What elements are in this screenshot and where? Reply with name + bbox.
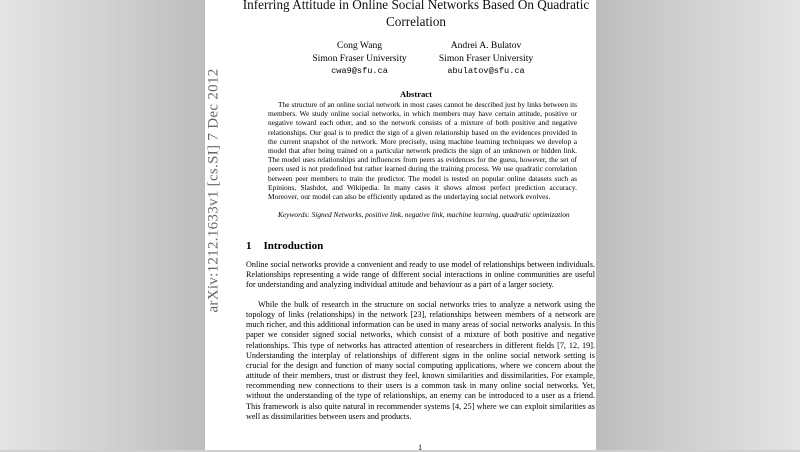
author-email: cwa9@sfu.ca (331, 66, 388, 76)
section-title: Introduction (263, 240, 324, 252)
author-affiliation: Simon Fraser University (438, 52, 534, 64)
paper-title: Inferring Attitude in Online Social Networks Based On Quadratic Correlation (242, 0, 590, 29)
author-email: abulatov@sfu.ca (447, 66, 525, 76)
author-2 (430, 40, 542, 78)
background-right (596, 0, 800, 450)
keywords: Keywords: Signed Networks, positive link, negative link, machine learning, quadratic optimization (278, 210, 570, 219)
author-affiliation: Simon Fraser University (312, 52, 407, 64)
author-name: Andrei A. Bulatov (450, 40, 522, 51)
background-left (0, 0, 205, 450)
page-number: 1 (417, 443, 423, 452)
arxiv-stamp (201, 67, 227, 313)
author-1 (292, 40, 427, 78)
intro-paragraph-1: Online social networks provide a convenient and ready to use model of relationships between individuals. Relationships representing a wide range of different social interactions in online communities are useful for understanding and analyzing individual attitude and behaviour as a part of a larger society. (246, 260, 595, 290)
arxiv-stamp-text: arXiv:1212.1633v1 [cs.SI] 7 Dec 2012 (205, 67, 222, 313)
section-heading (246, 240, 323, 252)
section-number: 1 (246, 240, 252, 252)
intro-paragraph-2: While the bulk of research in the structure on social networks tries to analyze a network using the topology of links (relationships) in the network [23], relationships between members of a network are much richer, and this additional information can be used in many areas of social networks analysis. In this paper we consider signed social networks, which consist of a mixture of both positive and negative relationships. This type of networks has attracted attention of researchers in different fields [7, 12, 19]. Understanding the interplay of relationships of different signs in the online social network setting is crucial for the design and function of many social computing applications, where we concern about the attitude of their members, trust or distrust they feel, known similarities and dissimilarities. For example, recommending new connections to their users is a common task in many online social networks. Yet, without the understanding of the type of relationships, an enemy can be introduced to a user as a friend. This framework is also quite natural in recommender systems [4, 25] where we can exploit similarities as well as dissimilarities between users and products. (246, 300, 595, 421)
author-name: Cong Wang (336, 40, 383, 51)
abstract-text: The structure of an online social network in most cases cannot be described just by links between its members. We study online social networks, in which members may have certain attitude, positive or negative toward each other, and so the network consists of a mixture of both positive and negative relationships. Our goal is to predict the sign of a given relationship based on the evidences provided in the current snapshot of the network. More precisely, using machine learning techniques we develop a model that after being trained on a particular network predicts the sign of an unknown or hidden link. The model uses relationships and influences from peers as evidences for the guess, however, the set of peers used is not predefined but rather learned during the training process. We use quadratic correlation between peer members to train the predictor. The model is tested on popular online datasets such as Epinions, Slashdot, and Wikipedia. In many cases it shows almost perfect prediction accuracy. Moreover, our model can also be efficiently updated as the underlaying social network evolves. (268, 100, 577, 202)
abstract-heading: Abstract (400, 89, 432, 99)
